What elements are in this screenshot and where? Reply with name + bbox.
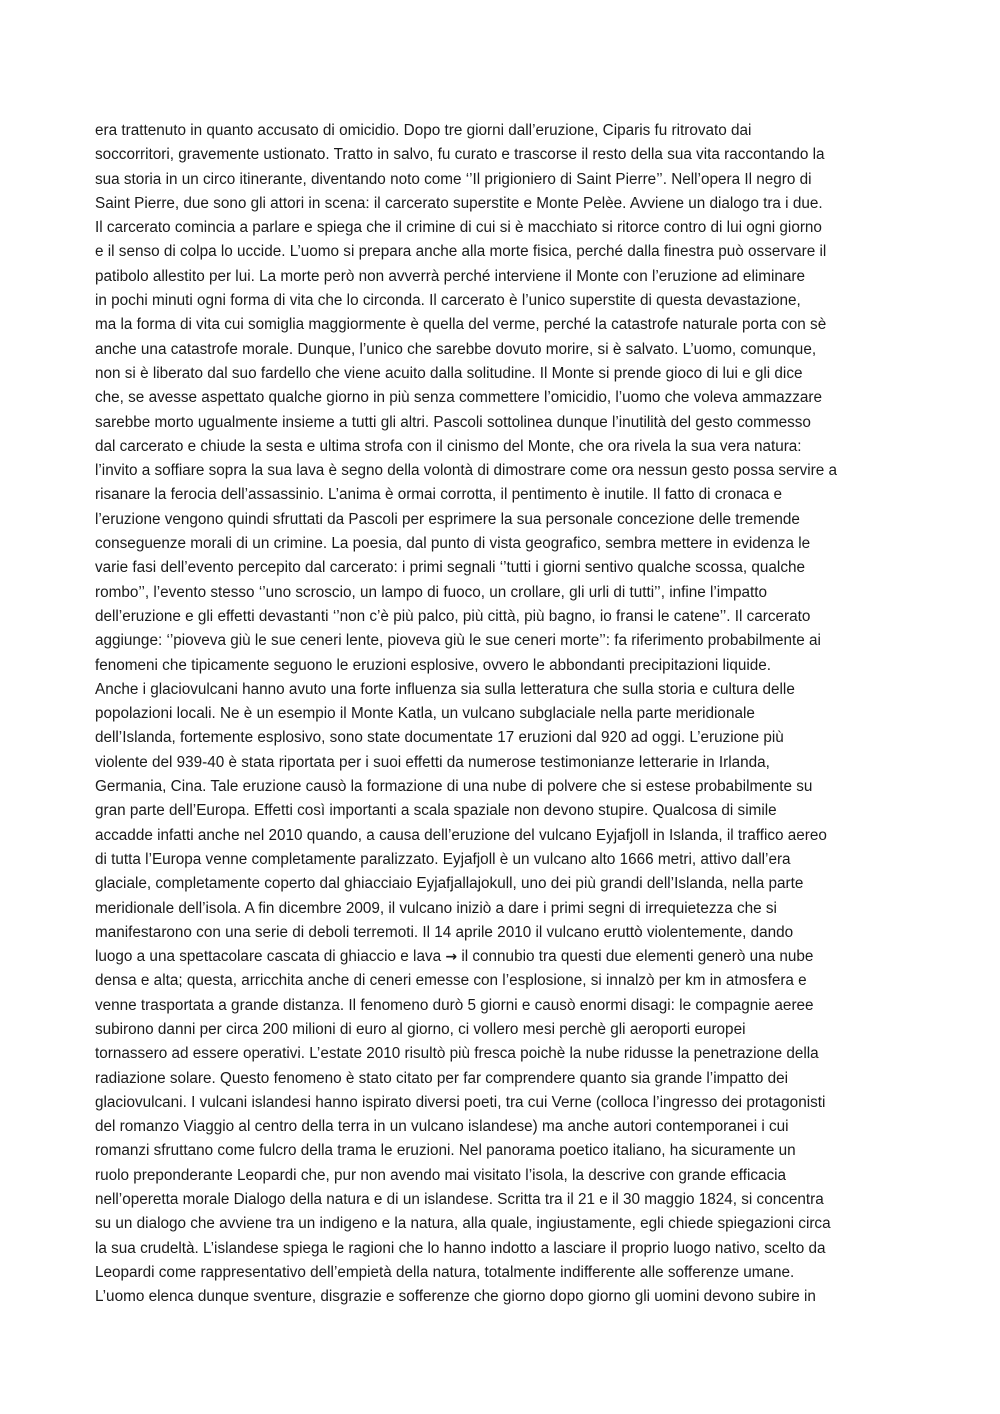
text-line: soccorritori, gravemente ustionato. Tratto in salvo, fu curato e trascorse il resto della sua vita raccontando la (95, 146, 825, 164)
text-line-with-arrow (95, 945, 925, 969)
text-line: violente del 939-40 è stata riportata per i suoi effetti da numerose testimonianze letterarie in Irlanda, (95, 753, 770, 771)
text-line: ruolo preponderante Leopardi che, pur non avendo mai visitato l’isola, la descrive con grande efficacia (95, 1166, 787, 1184)
text-line: glaciale, completamente coperto dal ghiacciaio Eyjafjallajokull, uno dei più grandi dell’Islanda, nella parte (95, 875, 804, 893)
text-line: Il carcerato comincia a parlare e spiega che il crimine di cui si è macchiato si ritorce contro di lui ogni giorno (95, 219, 822, 237)
text-line: Germania, Cina. Tale eruzione causò la formazione di una nube di polvere che si estese probabilmente su (95, 778, 813, 796)
text-segment: il connubio tra questi due elementi generò una nube (457, 948, 814, 966)
text-line: e il senso di colpa lo uccide. L’uomo si prepara anche alla morte fisica, perché dalla finestra può osservare il (95, 243, 827, 261)
text-line: risanare la ferocia dell’assassinio. L’anima è ormai corrotta, il pentimento è inutile. Il fatto di cronaca e (95, 486, 783, 504)
text-line: L’uomo elenca dunque sventure, disgrazie e sofferenze che giorno dopo giorno gli uomini devono subire in (95, 1288, 816, 1306)
text-line: in pochi minuti ogni forma di vita che lo circonda. Il carcerato è l’unico superstite di questa devastazione, (95, 292, 801, 310)
text-line: anche una catastrofe morale. Dunque, l’unico che sarebbe dovuto morire, si è salvato. L’uomo, comunque, (95, 340, 817, 358)
text-line: sarebbe morto ugualmente insieme a tutti gli altri. Pascoli sottolinea dunque l’inutilità del gesto commesso (95, 413, 811, 431)
text-line: che, se avesse aspettato qualche giorno in più senza commettere l’omicidio, l’uomo che voleva ammazzare (95, 389, 822, 407)
text-line: meridionale dell’isola. A fin dicembre 2009, il vulcano iniziò a dare i primi segni di irrequietezza che si (95, 899, 777, 917)
text-line: dell’Islanda, fortemente esplosivo, sono state documentate 17 eruzioni dal 920 ad oggi. L’eruzione più (95, 729, 784, 747)
text-line: accadde infatti anche nel 2010 quando, a causa dell’eruzione del vulcano Eyjafjoll in Islanda, il traffico aereo (95, 826, 827, 844)
text-line: glaciovulcani. I vulcani islandesi hanno ispirato diversi poeti, tra cui Verne (colloca l’ingresso dei protagonisti (95, 1093, 826, 1111)
text-line: varie fasi dell’evento percepito dal carcerato: i primi segnali ‘’tutti i giorni sentivo qualche scossa, qualche (95, 559, 805, 577)
text-line: tornassero ad essere operativi. L’estate 2010 risultò più fresca poichè la nube ridusse la penetrazione della (95, 1045, 819, 1063)
text-line: gran parte dell’Europa. Effetti così importanti a scala spaziale non devono stupire. Qualcosa di simile (95, 802, 777, 820)
text-line: la sua crudeltà. L’islandese spiega le ragioni che lo hanno indotto a lasciare il proprio luogo nativo, scelto da (95, 1239, 826, 1257)
text-line: manifestarono con una serie di deboli terremoti. Il 14 aprile 2010 il vulcano eruttò violentemente, dando (95, 923, 794, 941)
text-line: aggiunge: ‘’pioveva giù le sue ceneri lente, pioveva giù le sue ceneri morte’’: fa riferimento probabilmente ai (95, 632, 821, 650)
text-line: su un dialogo che avviene tra un indigeno e la natura, alla quale, ingiustamente, egli chiede spiegazioni circa (95, 1215, 831, 1233)
text-line: radiazione solare. Questo fenomeno è stato citato per far comprendere quanto sia grande l’impatto dei (95, 1069, 789, 1087)
text-line: dell’eruzione e gli effetti devastanti ‘’non c’è più palco, più città, più bagno, io fransi le catene’’. Il carcerato (95, 607, 811, 625)
text-line: del romanzo Viaggio al centro della terra in un vulcano islandese) ma anche autori contemporanei i cui (95, 1118, 789, 1136)
text-line: di tutta l’Europa venne completamente paralizzato. Eyjafjoll è un vulcano alto 1666 metri, attivo dall’era (95, 850, 791, 868)
text-line: romanzi sfruttano come fulcro della trama le eruzioni. Nel panorama poetico italiano, ha sicuramente un (95, 1142, 796, 1160)
arrow-right-icon: → (445, 949, 458, 966)
text-line: Leopardi come rappresentativo dell’empietà della natura, totalmente indifferente alle sofferenze umane. (95, 1263, 795, 1281)
text-line: conseguenze morali di un crimine. La poesia, dal punto di vista geografico, sembra mettere in evidenza le (95, 535, 811, 553)
text-line: nell’operetta morale Dialogo della natura e di un islandese. Scritta tra il 21 e il 30 maggio 1824, si concentra (95, 1191, 824, 1209)
text-line: Anche i glaciovulcani hanno avuto una forte influenza sia sulla letteratura che sulla storia e cultura delle (95, 680, 795, 698)
text-line: fenomeni che tipicamente seguono le eruzioni esplosive, ovvero le abbondanti precipitazioni liquide. (95, 656, 772, 674)
text-segment: luogo a una spettacolare cascata di ghiaccio e lava (95, 948, 446, 966)
body-text (95, 119, 925, 1310)
text-line: popolazioni locali. Ne è un esempio il Monte Katla, un vulcano subglaciale nella parte meridionale (95, 705, 755, 723)
text-line: patibolo allestito per lui. La morte però non avverrà perché interviene il Monte con l’eruzione ad eliminare (95, 267, 805, 285)
text-line: subirono danni per circa 200 milioni di euro al giorno, ci vollero mesi perchè gli aeroporti europei (95, 1020, 746, 1038)
text-line: ma la forma di vita cui somiglia maggiormente è quella del verme, perché la catastrofe naturale porta con sè (95, 316, 827, 334)
text-line: non si è liberato dal suo fardello che viene acuito dalla solitudine. Il Monte si prende gioco di lui e gli dice (95, 364, 803, 382)
text-line: sua storia in un circo itinerante, diventando noto come ‘’Il prigioniero di Saint Pierre’’. Nell’opera Il negro di (95, 170, 812, 188)
text-line: dal carcerato e chiude la sesta e ultima strofa con il cinismo del Monte, che ora rivela la sua vera natura: (95, 437, 802, 455)
text-line: venne trasportata a grande distanza. Il fenomeno durò 5 giorni e causò enormi disagi: le compagnie aeree (95, 996, 814, 1014)
text-line: l’invito a soffiare sopra la sua lava è segno della volontà di dimostrare come ora nessun gesto possa servire a (95, 462, 838, 480)
text-line: era trattenuto in quanto accusato di omicidio. Dopo tre giorni dall’eruzione, Ciparis fu ritrovato dai (95, 122, 752, 139)
text-line: Saint Pierre, due sono gli attori in scena: il carcerato superstite e Monte Pelèe. Avviene un dialogo tra i due. (95, 194, 823, 212)
text-line: l’eruzione vengono quindi sfruttati da Pascoli per esprimere la sua personale concezione delle tremende (95, 510, 800, 528)
text-line: densa e alta; questa, arricchita anche di ceneri emesse con l’esplosione, si innalzò per km in atmosfera e (95, 972, 807, 990)
text-line: rombo’’, l’evento stesso ‘’uno scroscio, un lampo di fuoco, un crollare, gli urli di tutti’’, infine l’impatto (95, 583, 767, 601)
